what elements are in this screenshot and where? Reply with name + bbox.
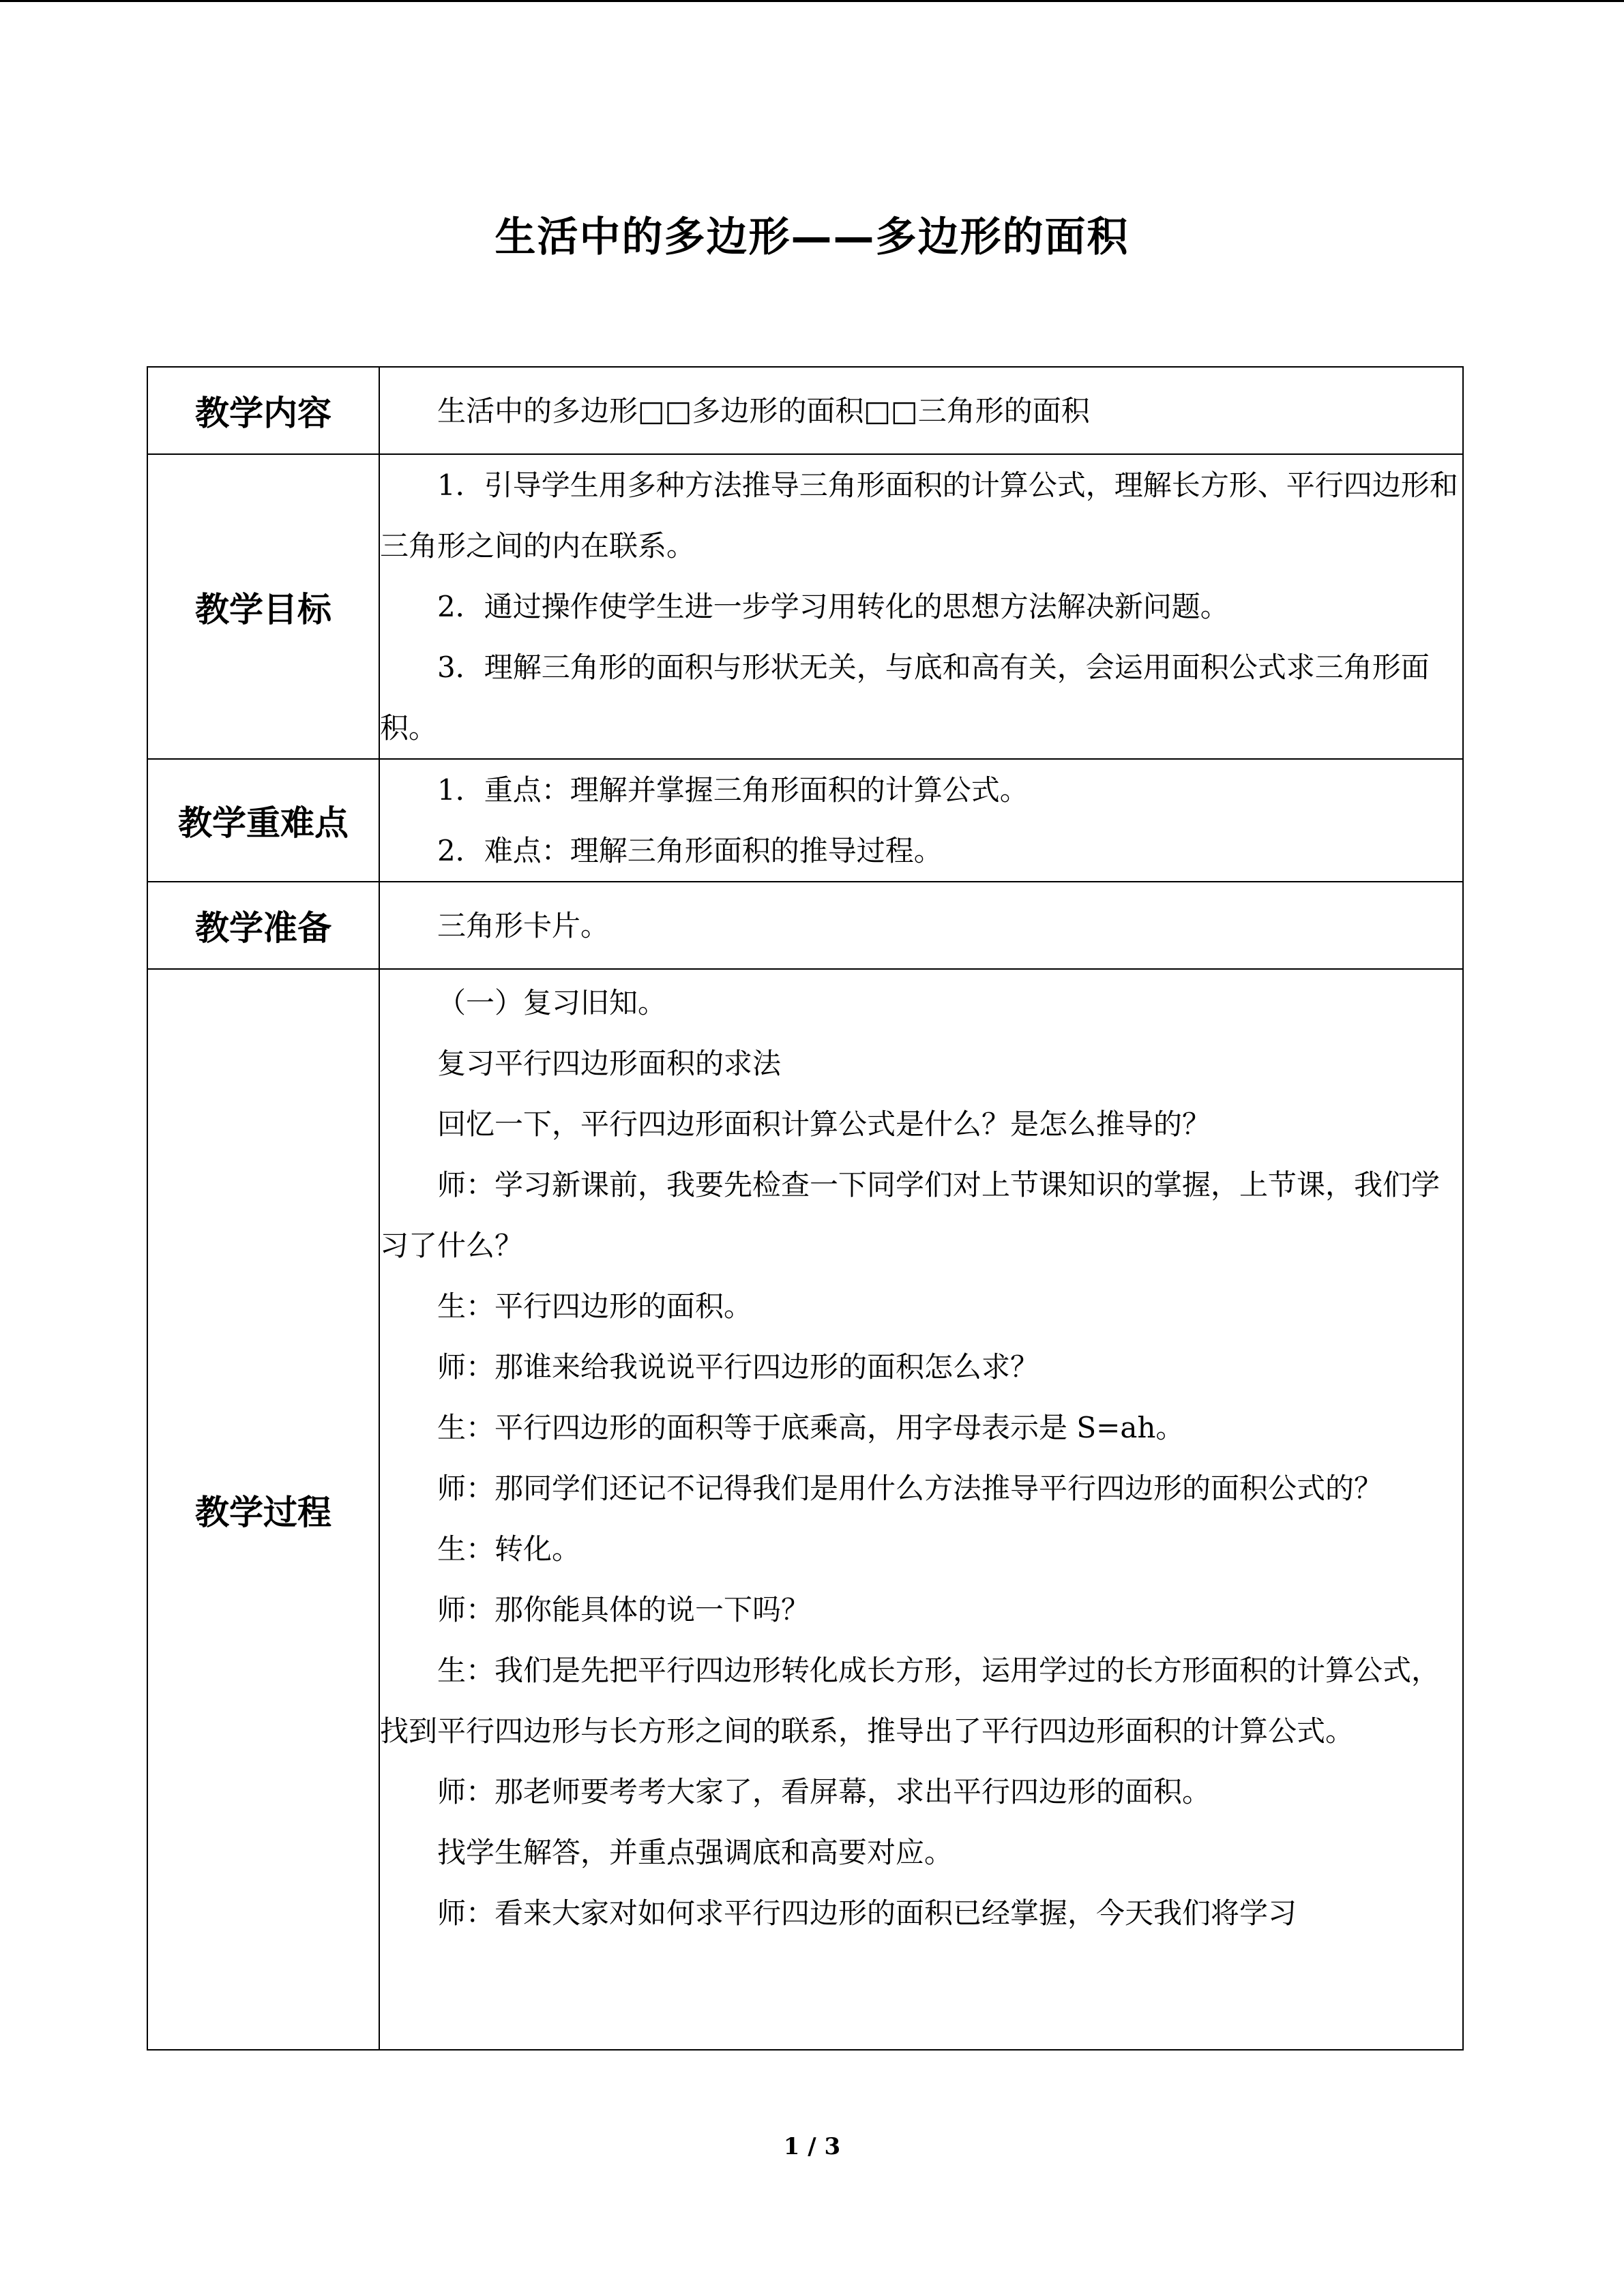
paragraph: 生活中的多边形□□多边形的面积□□三角形的面积 bbox=[437, 393, 1090, 428]
row-key-points bbox=[147, 759, 1463, 882]
lesson-plan-table bbox=[147, 366, 1464, 2051]
row-label: 教学准备 bbox=[147, 882, 379, 969]
paragraph: 生：平行四边形的面积。 bbox=[437, 1289, 753, 1323]
row-label: 教学目标 bbox=[147, 454, 379, 759]
paragraph: 师：那老师要考考大家了，看屏幕，求出平行四边形的面积。 bbox=[437, 1775, 1211, 1808]
paragraph: 生：平行四边形的面积等于底乘高，用字母表示是 S=ah。 bbox=[437, 1411, 1185, 1444]
paragraph: 2．难点：理解三角形面积的推导过程。 bbox=[437, 834, 943, 867]
row-objectives bbox=[147, 454, 1463, 759]
row-content bbox=[147, 367, 1463, 454]
paragraph: 三角形卡片。 bbox=[437, 908, 610, 942]
paragraph: 生：我们是先把平行四边形转化成长方形，运用学过的长方形面积的计算公式，找到平行四边形与长方形之间的联系，推导出了平行四边形面积的计算公式。 bbox=[380, 1654, 1441, 1748]
row-label: 教学过程 bbox=[147, 969, 379, 2050]
row-label: 教学重难点 bbox=[147, 759, 379, 882]
paragraph: 师：学习新课前，我要先检查一下同学们对上节课知识的掌握，上节课，我们学习了什么？ bbox=[380, 1168, 1441, 1262]
row-content-cell bbox=[379, 759, 1463, 882]
paragraph: 1．重点：理解并掌握三角形面积的计算公式。 bbox=[437, 773, 1029, 807]
row-content-cell bbox=[379, 454, 1463, 759]
paragraph: 师：那谁来给我说说平行四边形的面积怎么求？ bbox=[437, 1350, 1039, 1384]
row-content-cell bbox=[379, 882, 1463, 969]
paragraph: 师：看来大家对如何求平行四边形的面积已经掌握，今天我们将学习 bbox=[437, 1896, 1297, 1930]
paragraph: 3．理解三角形的面积与形状无关，与底和高有关，会运用面积公式求三角形面积。 bbox=[380, 651, 1430, 745]
page-number: 1 / 3 bbox=[783, 2133, 841, 2160]
top-rule bbox=[0, 0, 1624, 2]
row-process bbox=[147, 969, 1463, 2050]
row-label: 教学内容 bbox=[147, 367, 379, 454]
paragraph: （一）复习旧知。 bbox=[437, 986, 667, 1019]
paragraph: 1．引导学生用多种方法推导三角形面积的计算公式，理解长方形、平行四边形和三角形之间的内在联系。 bbox=[380, 468, 1458, 563]
paragraph: 回忆一下，平行四边形面积计算公式是什么？是怎么推导的？ bbox=[437, 1107, 1211, 1141]
document-title: 生活中的多边形——多边形的面积 bbox=[494, 213, 1130, 261]
paragraph: 复习平行四边形面积的求法 bbox=[437, 1047, 782, 1080]
row-preparation bbox=[147, 882, 1463, 969]
paragraph: 2．通过操作使学生进一步学习用转化的思想方法解决新问题。 bbox=[437, 590, 1229, 623]
paragraph: 师：那同学们还记不记得我们是用什么方法推导平行四边形的面积公式的？ bbox=[437, 1472, 1383, 1505]
paragraph: 找学生解答，并重点强调底和高要对应。 bbox=[437, 1836, 954, 1869]
row-content-cell bbox=[379, 969, 1463, 2050]
row-content-cell bbox=[379, 367, 1463, 454]
paragraph: 生：转化。 bbox=[437, 1532, 581, 1566]
paragraph: 师：那你能具体的说一下吗？ bbox=[437, 1593, 810, 1626]
